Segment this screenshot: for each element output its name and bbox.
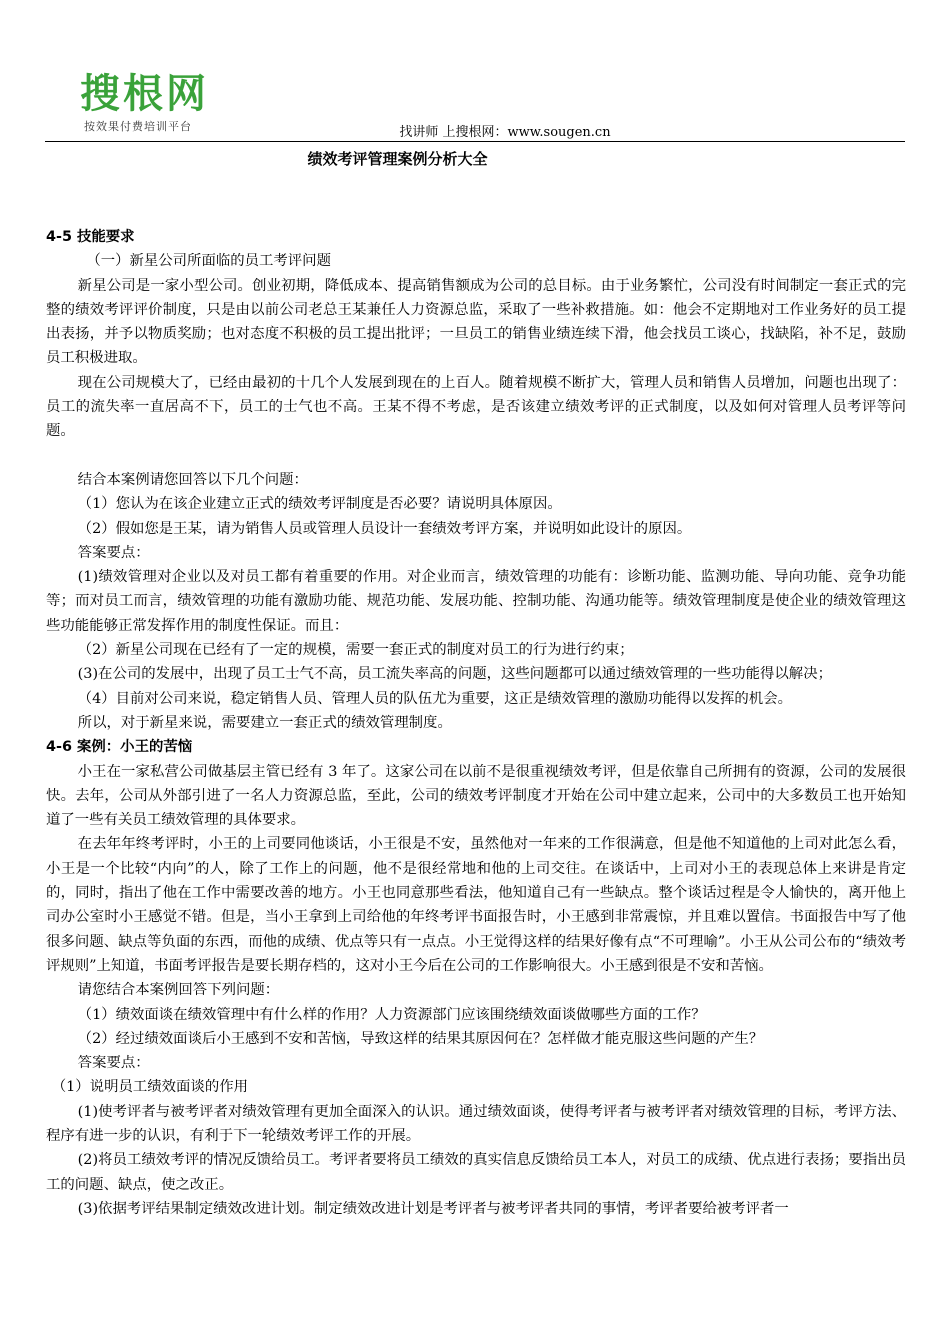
paragraph: 现在公司规模大了，已经由最初的十几个人发展到现在的上百人。随着规模不断扩大，管理人员和销售人员增加，问题也出现了：员工的流失率一直居高不下，员工的士气也不高。王某不得不考虑，是否该建立绩效考评的正式制度，以及如何对管理人员考评等问题。 <box>46 374 906 440</box>
paragraph: （4）目前对公司来说，稳定销售人员、管理人员的队伍尤为重要，这正是绩效管理的激励功能得以发挥的机会。 <box>77 690 792 707</box>
paragraph: （2）经过绩效面谈后小王感到不安和苦恼，导致这样的结果其原因何在？怎样做才能克服这些问题的产生？ <box>77 1030 764 1047</box>
blank-line <box>46 444 906 468</box>
site-line-text: 找讲师 上搜根网：www.sougen.cn <box>399 125 611 140</box>
document-title: 绩效考评管理案例分析大全 <box>307 150 488 168</box>
header-divider <box>45 141 905 142</box>
paragraph: 所以，对于新星来说，需要建立一套正式的绩效管理制度。 <box>77 714 452 731</box>
document-body <box>46 225 906 1221</box>
paragraph: （1）绩效面谈在绩效管理中有什么样的作用？人力资源部门应该围绕绩效面谈做哪些方面的工作？ <box>77 1006 706 1023</box>
logo-tagline: 按效果付费培训平台 <box>84 120 192 133</box>
paragraph: 在去年年终考评时，小王的上司要同他谈话，小王很是不安，虽然他对一年来的工作很满意，但是他不知道他的上司对此怎么看，小王是一个比较“内向”的人，除了工作上的问题，他不是很经常地和他的上司交往。在谈话中，上司对小王的表现总体上来讲是肯定的，同时，指出了他在工作中需要改善的地方。小王也同意那些看法，他知道自己有一些缺点。整个谈话过程是令人愉快的，离开他上司办公室时小王感觉不错。但是，当小王拿到上司给他的年终考评书面报告时，小王感到非常震惊，并且难以置信。书面报告中写了他很多问题、缺点等负面的东西，而他的成绩、优点等只有一点点。小王觉得这样的结果好像有点“不可理喻”。小王从公司公布的“绩效考评规则”上知道，书面考评报告是要长期存档的，这对小王今后在公司的工作影响很大。小王感到很是不安和苦恼。 <box>46 836 906 974</box>
paragraph: (2)将员工绩效考评的情况反馈给员工。考评者要将员工绩效的真实信息反馈给员工本人，对员工的成绩、优点进行表扬；要指出员工的问题、缺点，使之改正。 <box>46 1152 906 1193</box>
paragraph: 新星公司是一家小型公司。创业初期，降低成本、提高销售额成为公司的总目标。由于业务繁忙，公司没有时间制定一套正式的完整的绩效考评评价制度，只是由以前公司老总王某兼任人力资源总监，采取了一些补救措施。如：他会不定期地对工作业务好的员工提出表扬，并予以物质奖励；也对态度不积极的员工提出批评；一旦员工的销售业绩连续下滑，他会找员工谈心，找缺陷，补不足，鼓励员工积极进取。 <box>46 277 906 367</box>
paragraph: (3)在公司的发展中，出现了员工士气不高，员工流失率高的问题，这些问题都可以通过绩效管理的一些功能得以解决； <box>77 666 832 683</box>
paragraph: 答案要点： <box>77 1055 150 1072</box>
paragraph: (3)依据考评结果制定绩效改进计划。制定绩效改进计划是考评者与被考评者共同的事情，考评者要给被考评者一 <box>77 1200 789 1217</box>
paragraph: （2）假如您是王某，请为销售人员或管理人员设计一套绩效考评方案，并说明如此设计的原因。 <box>77 520 692 537</box>
logo-name: 搜根网 <box>80 71 209 117</box>
paragraph: （2）新星公司现在已经有了一定的规模，需要一套正式的制度对员工的行为进行约束； <box>77 642 634 659</box>
paragraph: （1）说明员工绩效面谈的作用 <box>51 1079 248 1096</box>
section-heading: 4-5 技能要求 <box>46 229 135 245</box>
paragraph: （一）新星公司所面临的员工考评问题 <box>86 253 331 270</box>
paragraph: 小王在一家私营公司做基层主管已经有 3 年了。这家公司在以前不是很重视绩效考评，但是依靠自己所拥有的资源，公司的发展很快。去年，公司从外部引进了一名人力资源总监，至此，公司的绩效考评制度才开始在公司中建立起来，公司中的大多数员工也开始知道了一些有关员工绩效管理的具体要求。 <box>46 763 906 829</box>
paragraph: 结合本案例请您回答以下几个问题： <box>77 471 308 488</box>
section-heading: 4-6 案例：小王的苦恼 <box>46 739 193 756</box>
paragraph: (1)使考评者与被考评者对绩效管理有更加全面深入的认识。通过绩效面谈，使得考评者与被考评者对绩效管理的目标，考评方法、程序有进一步的认识，有利于下一轮绩效考评工作的开展。 <box>46 1103 906 1144</box>
paragraph: 答案要点： <box>77 544 150 561</box>
site-line <box>0 121 950 140</box>
paragraph: (1)绩效管理对企业以及对员工都有着重要的作用。对企业而言，绩效管理的功能有：诊断功能、监测功能、导向功能、竞争功能等；而对员工而言，绩效管理的功能有激励功能、规范功能、发展功能、控制功能、沟通功能等。绩效管理制度是使企业的绩效管理这些功能能够正常发挥作用的制度性保证。而且： <box>46 569 906 634</box>
paragraph: 请您结合本案例回答下列问题： <box>77 982 280 999</box>
paragraph: （1）您认为在该企业建立正式的绩效考评制度是否必要？请说明具体原因。 <box>77 496 562 513</box>
